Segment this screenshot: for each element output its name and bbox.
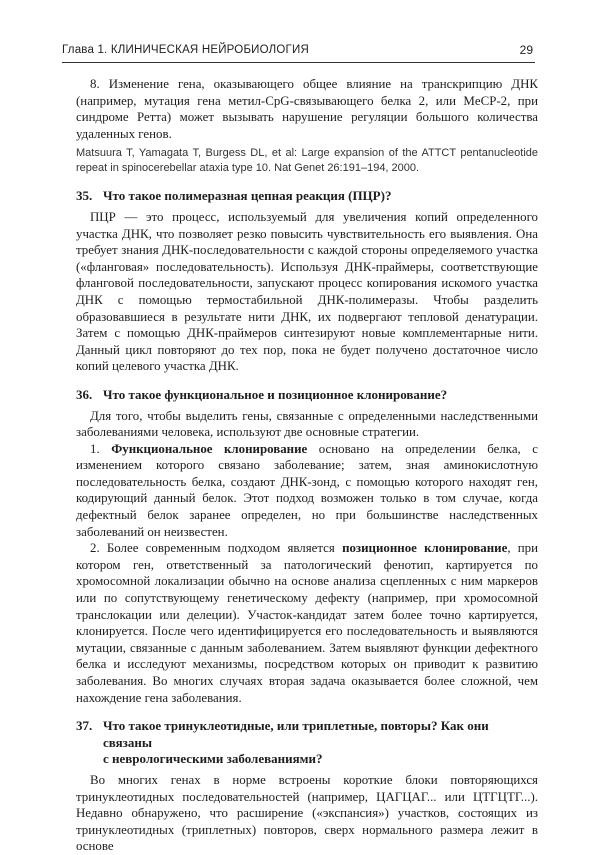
question-title-line-2: с неврологическими заболеваниями? [103,751,323,767]
question-number: 36. [76,386,93,402]
question-title [103,718,538,768]
functional-cloning-term: Функциональное клонирование [111,441,308,456]
question-number: 35. [76,188,93,204]
running-header [62,42,535,63]
question-title-line-1: Что такое тринуклеотидные, или триплетные, повторы? Как они связаны [103,718,489,750]
question-35-heading [76,188,538,205]
item-text: основано на определении белка, с изменением которого связано заболевание; затем, зная аминокислотную последовательность белка, создают ДНК-зонд, с помощью которого находят ген, кодирующий данный белок. Этот подход возможен только в том случае, когда дефектный белок заранее определен, но при большинстве наследственных заболеваний он неизвестен. [76,441,539,539]
reference-citation: Matsuura T, Yamagata T, Burgess DL, et al: Large expansion of the ATTCT pentanucleotide repeat in spinocerebellar ataxia type 10. Nat Genet 26:191–194, 2000. [76,147,538,175]
item-text: , при котором ген, ответственный за патологический фенотип, картируется по хромосомной локализации обычно на основе анализа сцепленных с ним маркеров или по сопутствующему генетическому дефекту (например, при хромосомной транслокации или делеции). Участок-кандидат затем более точно картируется, клонируется. После чего идентифицируется его последовательность и выявляются мутации, связанные с данным заболеванием. Затем выявляют функции дефектного белка и исследуют механизмы, посредством которых он приводит к развитию заболевания. Во многих случаях вторая задача оказывается более сложной, чем нахождение гена заболевания. [76,541,538,705]
question-37-heading [76,718,538,768]
positional-cloning-term: позиционное клонирование [342,541,508,556]
question-title: Что такое полимеразная цепная реакция (ПЦР)? [103,188,392,204]
question-title: Что такое функциональное и позиционное клонирование? [103,386,448,402]
question-35-answer: ПЦР — это процесс, используемый для увеличения копий определенного участка ДНК, что позволяет резко повысить чувствительность его выявления. Она требует знания ДНК-последовательности с каждой стороны определяемого участка («фланговая» последовательность). Используя ДНК-праймеры, соответствующие фланговой последовательности, запускают процесс копирования искомого участка ДНК с помощью термостабильной ДНК-полимеразы. Чтобы разделить образовавшиеся в результате нити ДНК, их подвергают тепловой денатурации. Затем с помощью ДНК-праймеров синтезируют новые комплементарные нити. Данный цикл повторяют до тех пор, пока не будет получено достаточное число копий целевого участка ДНК. [76,209,538,374]
item-8-paragraph: 8. Изменение гена, оказывающего общее влияние на транскрипцию ДНК (например, мутация гена метил-CpG-связывающего белка 2, или MeCP-2, при синдроме Ретта) может вызывать нарушение регуляции большого количества удаленных генов. [76,77,538,141]
question-36-intro: Для того, чтобы выделить гены, связанные с определенными наследственными заболеваниями человека, используют две основные стратегии. [76,408,538,440]
chapter-title: Глава 1. КЛИНИЧЕСКАЯ НЕЙРОБИОЛОГИЯ [62,44,309,56]
item-prefix: 2. Более современным подходом является [90,541,343,556]
question-37-answer: Во многих генах в норме встроены короткие блоки повторяющихся тринуклеотидных последовательностей (например, ЦАГЦАГ... или ЦТГЦТГ...). Недавно обнаружено, что расширение («экспансия») участков, состоящих из тринуклеотидных (триплетных) повторов, сверх нормального размера лежит в основе [76,772,538,854]
question-number: 37. [76,718,93,734]
positional-cloning-paragraph [76,540,538,706]
page-content [76,76,538,855]
page-number: 29 [519,43,533,57]
functional-cloning-paragraph [76,441,538,541]
item-prefix: 1. [90,441,112,456]
question-36-heading [76,387,538,404]
